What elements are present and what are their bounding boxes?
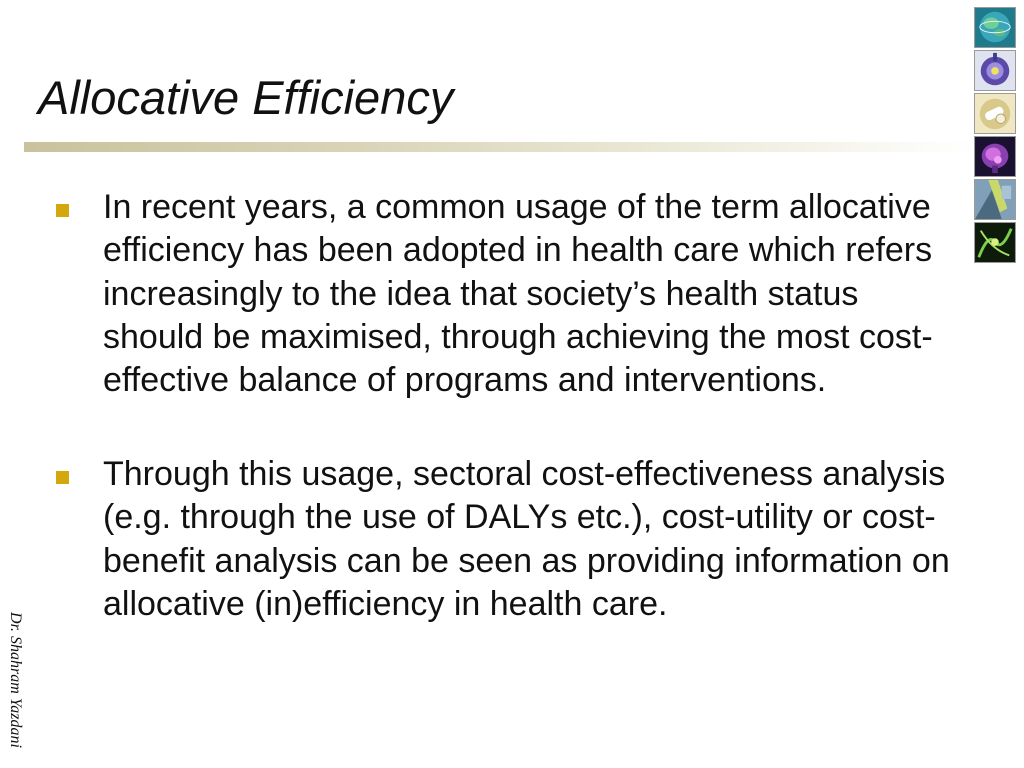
bullet-text: In recent years, a common usage of the term allocative efficiency has been adopted in health care which refers increasingly to the idea that society’s health status should be maximised, through achieving the most cost-effective balance of programs and interventions. xyxy=(103,188,933,400)
slide-title: Allocative Efficiency xyxy=(38,71,454,124)
neuron-icon xyxy=(974,222,1016,263)
bullet-square-icon xyxy=(56,204,69,217)
globe-icon xyxy=(974,7,1016,48)
brain-scan-icon xyxy=(974,136,1016,177)
author-credit: Dr. Shahram Yazdani xyxy=(7,612,24,748)
microscope-icon xyxy=(974,50,1016,91)
bullet-square-icon xyxy=(56,471,69,484)
bullet-text: Through this usage, sectoral cost-effectiveness analysis (e.g. through the use of DALYs etc.), cost-utility or cost-benefit analysis can be seen as providing information on allocative (in)efficiency in health care. xyxy=(103,455,950,623)
pills-icon xyxy=(974,93,1016,134)
title-underline xyxy=(24,142,974,152)
surgery-icon xyxy=(974,179,1016,220)
